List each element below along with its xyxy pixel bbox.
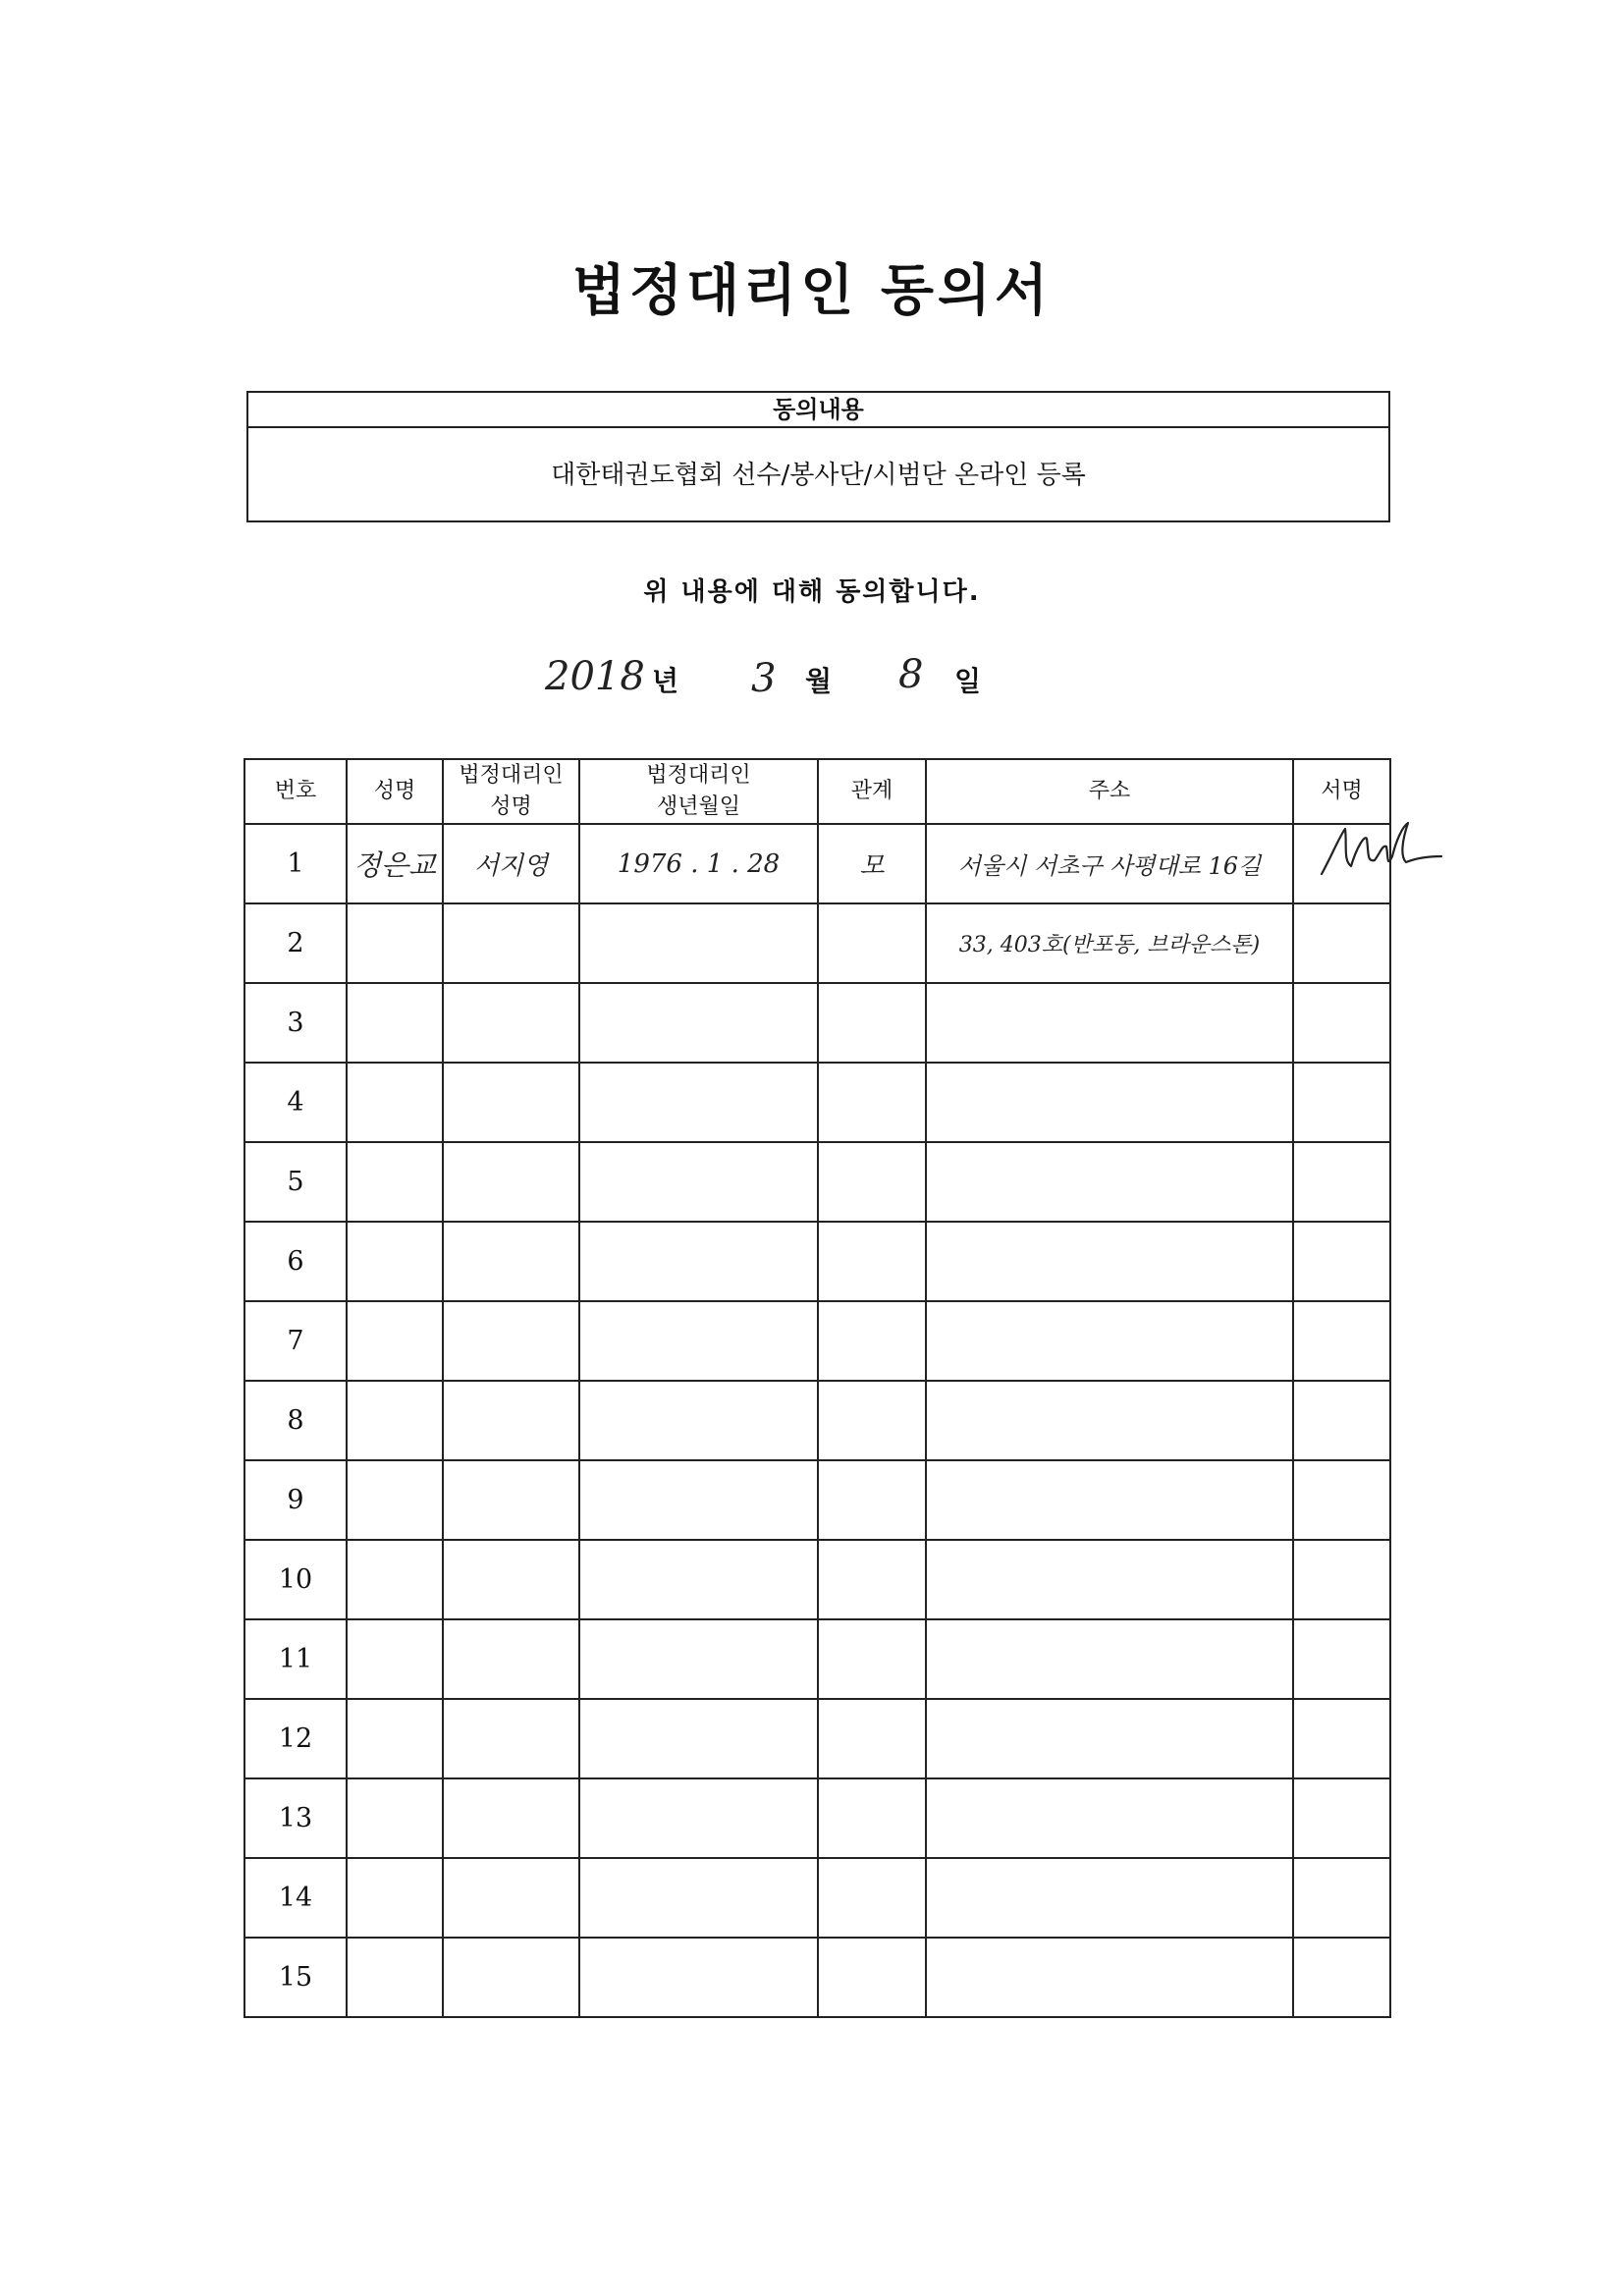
header-name: 성명 <box>347 759 443 824</box>
date-line <box>0 648 1624 707</box>
date-year-label: 년 <box>652 665 679 697</box>
row-number: 5 <box>244 1142 347 1222</box>
table-row <box>244 1142 1390 1222</box>
table-row <box>244 903 1390 983</box>
table-row <box>244 1301 1390 1381</box>
table-row <box>244 1619 1390 1699</box>
header-address: 주소 <box>926 759 1293 824</box>
row-number: 8 <box>244 1381 347 1460</box>
table-row <box>244 1460 1390 1540</box>
date-month-label: 월 <box>805 665 833 697</box>
row-number: 9 <box>244 1460 347 1540</box>
header-relation: 관계 <box>818 759 926 824</box>
table-header-row <box>244 759 1390 824</box>
row-number: 1 <box>244 824 347 903</box>
table-row <box>244 1063 1390 1142</box>
header-signature: 서명 <box>1293 759 1390 824</box>
row-number: 6 <box>244 1222 347 1301</box>
entry-guardian-name: 서지영 <box>443 824 579 903</box>
table-row <box>244 1699 1390 1778</box>
table-row <box>244 1938 1390 2017</box>
table-row <box>244 1222 1390 1301</box>
table-row <box>244 1778 1390 1858</box>
entry-address-line1: 서울시 서초구 사평대로 16길 <box>926 824 1293 903</box>
table-row <box>244 824 1390 903</box>
date-day-label: 일 <box>954 665 982 697</box>
table-row <box>244 983 1390 1063</box>
row-number: 7 <box>244 1301 347 1381</box>
row-number: 3 <box>244 983 347 1063</box>
date-month: 3 <box>751 656 777 701</box>
row-number: 13 <box>244 1778 347 1858</box>
row-number: 11 <box>244 1619 347 1699</box>
consent-content: 대한태권도협회 선수/봉사단/시범단 온라인 등록 <box>551 461 1086 490</box>
agreement-statement: 위 내용에 대해 동의합니다. <box>643 577 981 607</box>
row-number: 15 <box>244 1938 347 2017</box>
consent-header: 동의내용 <box>248 393 1388 428</box>
table-row <box>244 1381 1390 1460</box>
entry-guardian-birth: 1976 . 1 . 28 <box>579 824 818 903</box>
date-year: 2018 <box>545 654 645 699</box>
date-day: 8 <box>898 652 924 697</box>
entry-address-line2: 33, 403호(반포동, 브라운스톤) <box>926 903 1293 983</box>
row-number: 12 <box>244 1699 347 1778</box>
signature-scribble-icon <box>1318 817 1445 886</box>
header-number: 번호 <box>244 759 347 824</box>
table-row <box>244 1540 1390 1619</box>
consent-box <box>246 391 1390 522</box>
header-guardian-birth: 법정대리인 생년월일 <box>579 759 818 824</box>
header-guardian-name: 법정대리인 성명 <box>443 759 579 824</box>
document-title: 법정대리인 동의서 <box>571 259 1053 323</box>
row-number: 10 <box>244 1540 347 1619</box>
row-number: 2 <box>244 903 347 983</box>
table-row <box>244 1858 1390 1938</box>
guardian-table <box>244 758 1391 2018</box>
entry-name: 정은교 <box>347 824 443 903</box>
row-number: 4 <box>244 1063 347 1142</box>
entry-relation: 모 <box>818 824 926 903</box>
row-number: 14 <box>244 1858 347 1938</box>
